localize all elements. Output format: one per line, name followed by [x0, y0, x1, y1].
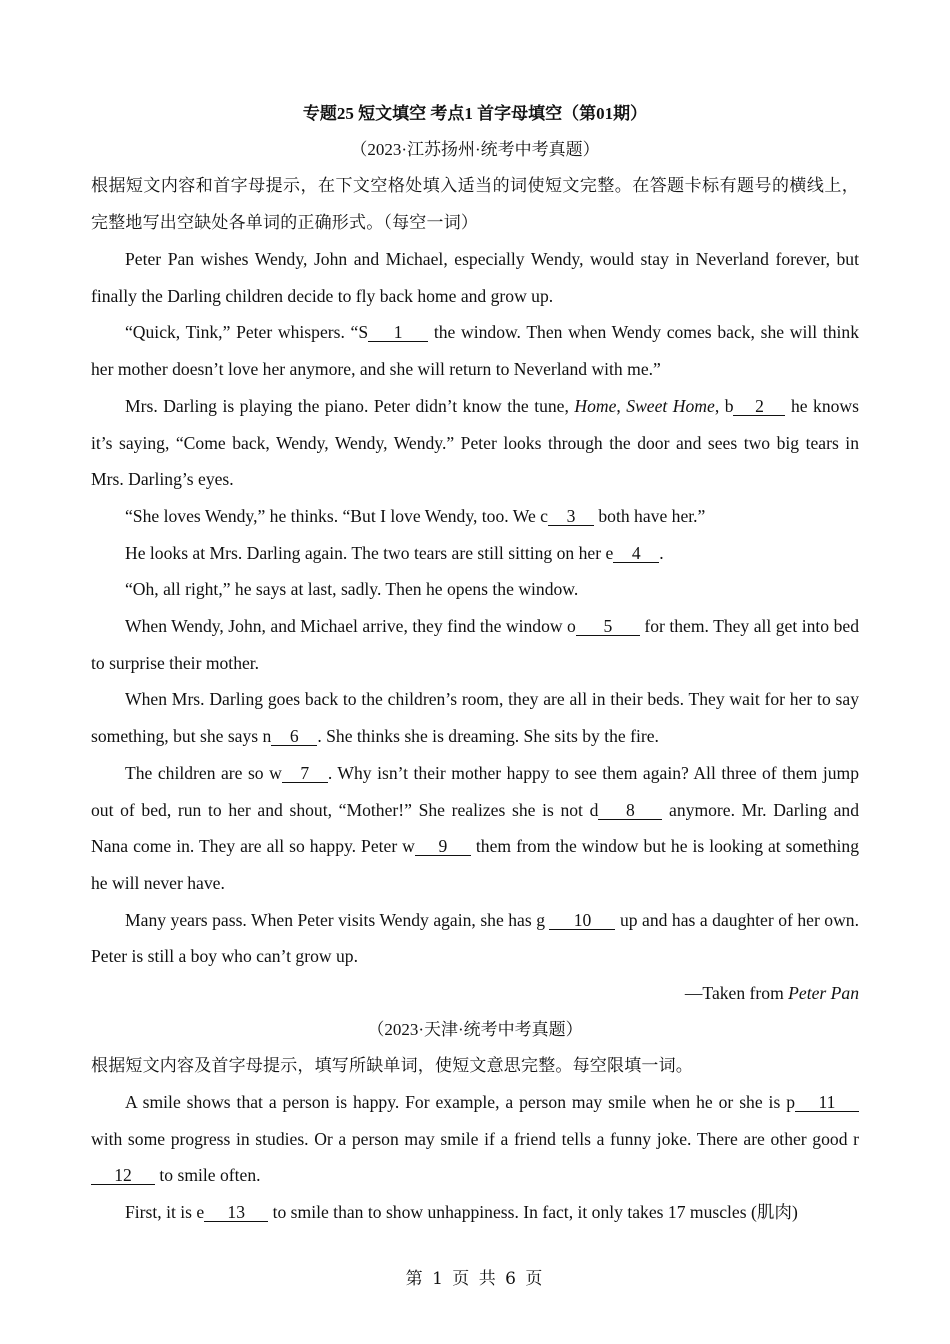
- page-footer: 第 1 页 共 6 页: [405, 1269, 545, 1289]
- section1-instruction: 根据短文内容和首字母提示，在下文空格处填入适当的词使短文完整。在答题卡标有题号的横线上，完整地写出空缺处各单词的正确形式。（每空一词）: [91, 176, 859, 232]
- text-run: Many years pass. When Peter visits Wendy again, she has g: [125, 909, 550, 930]
- italic-text: Peter Pan: [788, 983, 859, 1004]
- paragraph: [91, 1084, 859, 1194]
- text-run: both have her.”: [593, 505, 706, 526]
- text-run: When Wendy, John, and Michael arrive, they find the window o: [125, 616, 576, 637]
- paragraph: [91, 902, 859, 975]
- blank-5[interactable]: 5: [576, 617, 640, 636]
- paragraph: [91, 1194, 859, 1231]
- blank-9[interactable]: 9: [415, 837, 471, 856]
- text-run: to smile often.: [155, 1165, 261, 1186]
- blank-4[interactable]: 4: [613, 544, 659, 563]
- text-run: The children are so w: [125, 762, 282, 783]
- text-run: “She loves Wendy,” he thinks. “But I love Wendy, too. We c: [125, 505, 548, 526]
- text-run: the window. Then when Wendy comes back, she will think her mother doesn’t love her anymore, and she will return to Neverland with me.”: [91, 322, 859, 380]
- text-run: he knows it’s saying, “Come back, Wendy, Wendy, Wendy.” Peter looks through the door and sees two big tears in Mrs. Darling’s eyes.: [91, 395, 859, 490]
- blank-8[interactable]: 8: [598, 801, 662, 820]
- paragraph: Peter Pan wishes Wendy, John and Michael, especially Wendy, would stay in Neverland forever, but finally the Darling children decide to fly back home and grow up.: [91, 249, 859, 306]
- blank-7[interactable]: 7: [282, 764, 328, 783]
- text-run: “Quick, Tink,” Peter whispers. “S: [125, 322, 369, 343]
- text-run: . Why isn’t their mother happy to see them again? All three of them jump out of bed, run to her and shout, “Mother!” She realizes she is not d: [91, 762, 859, 820]
- text-run: A smile shows that a person is happy. For example, a person may smile when he or she is p: [125, 1092, 795, 1113]
- text-run: .: [659, 542, 664, 563]
- paragraph: [91, 314, 859, 387]
- section2-instruction: 根据短文内容及首字母提示，填写所缺单词，使短文意思完整。每空限填一词。: [91, 1055, 693, 1075]
- text-run: Mrs. Darling is playing the piano. Peter didn’t know the tune,: [125, 395, 575, 416]
- paragraph: [91, 388, 859, 498]
- paragraph: “Oh, all right,” he says at last, sadly. Then he opens the window.: [125, 579, 579, 600]
- blank-13[interactable]: 13: [204, 1203, 268, 1222]
- blank-2[interactable]: 2: [733, 397, 785, 416]
- paragraph: [91, 498, 859, 535]
- blank-1[interactable]: 1: [368, 323, 428, 342]
- text-run: ,: [616, 395, 627, 416]
- paragraph: [91, 681, 859, 754]
- blank-11[interactable]: 11: [795, 1093, 859, 1112]
- paragraph: [91, 535, 859, 572]
- text-run: anymore. Mr. Darling and Nana come in. They are all so happy. Peter w: [91, 799, 860, 857]
- paragraph: [91, 755, 859, 902]
- text-run: . She thinks she is dreaming. She sits by the fire.: [317, 726, 659, 747]
- text-run: He looks at Mrs. Darling again. The two tears are still sitting on her e: [125, 542, 614, 563]
- text-run: —Taken from: [684, 983, 789, 1004]
- section1-source: （2023·江苏扬州·统考中考真题）: [350, 140, 600, 159]
- text-run: with some progress in studies. Or a person may smile if a friend tells a funny joke. There are other good r: [91, 1128, 859, 1149]
- text-run: , b: [714, 395, 734, 416]
- text-run: When Mrs. Darling goes back to the children’s room, they are all in their beds. They wait for her to say something, but she says n: [91, 689, 859, 747]
- blank-12[interactable]: 12: [91, 1166, 155, 1185]
- text-run: them from the window but he is looking at something he will never have.: [91, 836, 859, 893]
- source-credit: [91, 975, 859, 1012]
- text-run: to smile than to show unhappiness. In fact, it only takes 17 muscles (肌肉): [268, 1202, 798, 1223]
- text-run: First, it is e: [125, 1202, 205, 1223]
- section2-source: （2023·天津·统考中考真题）: [367, 1019, 583, 1039]
- blank-3[interactable]: 3: [548, 507, 594, 526]
- blank-10[interactable]: 10: [549, 911, 615, 930]
- blank-6[interactable]: 6: [271, 727, 317, 746]
- italic-text: Sweet Home: [626, 395, 715, 416]
- italic-text: Home: [574, 395, 617, 416]
- page-title: 专题25 短文填空 考点1 首字母填空（第01期）: [302, 104, 648, 123]
- text-run: up and has a daughter of her own. Peter is still a boy who can’t grow up.: [91, 909, 859, 967]
- paragraph: [91, 608, 859, 681]
- document-page: [91, 96, 859, 1231]
- text-run: for them. They all get into bed to surprise their mother.: [91, 616, 859, 673]
